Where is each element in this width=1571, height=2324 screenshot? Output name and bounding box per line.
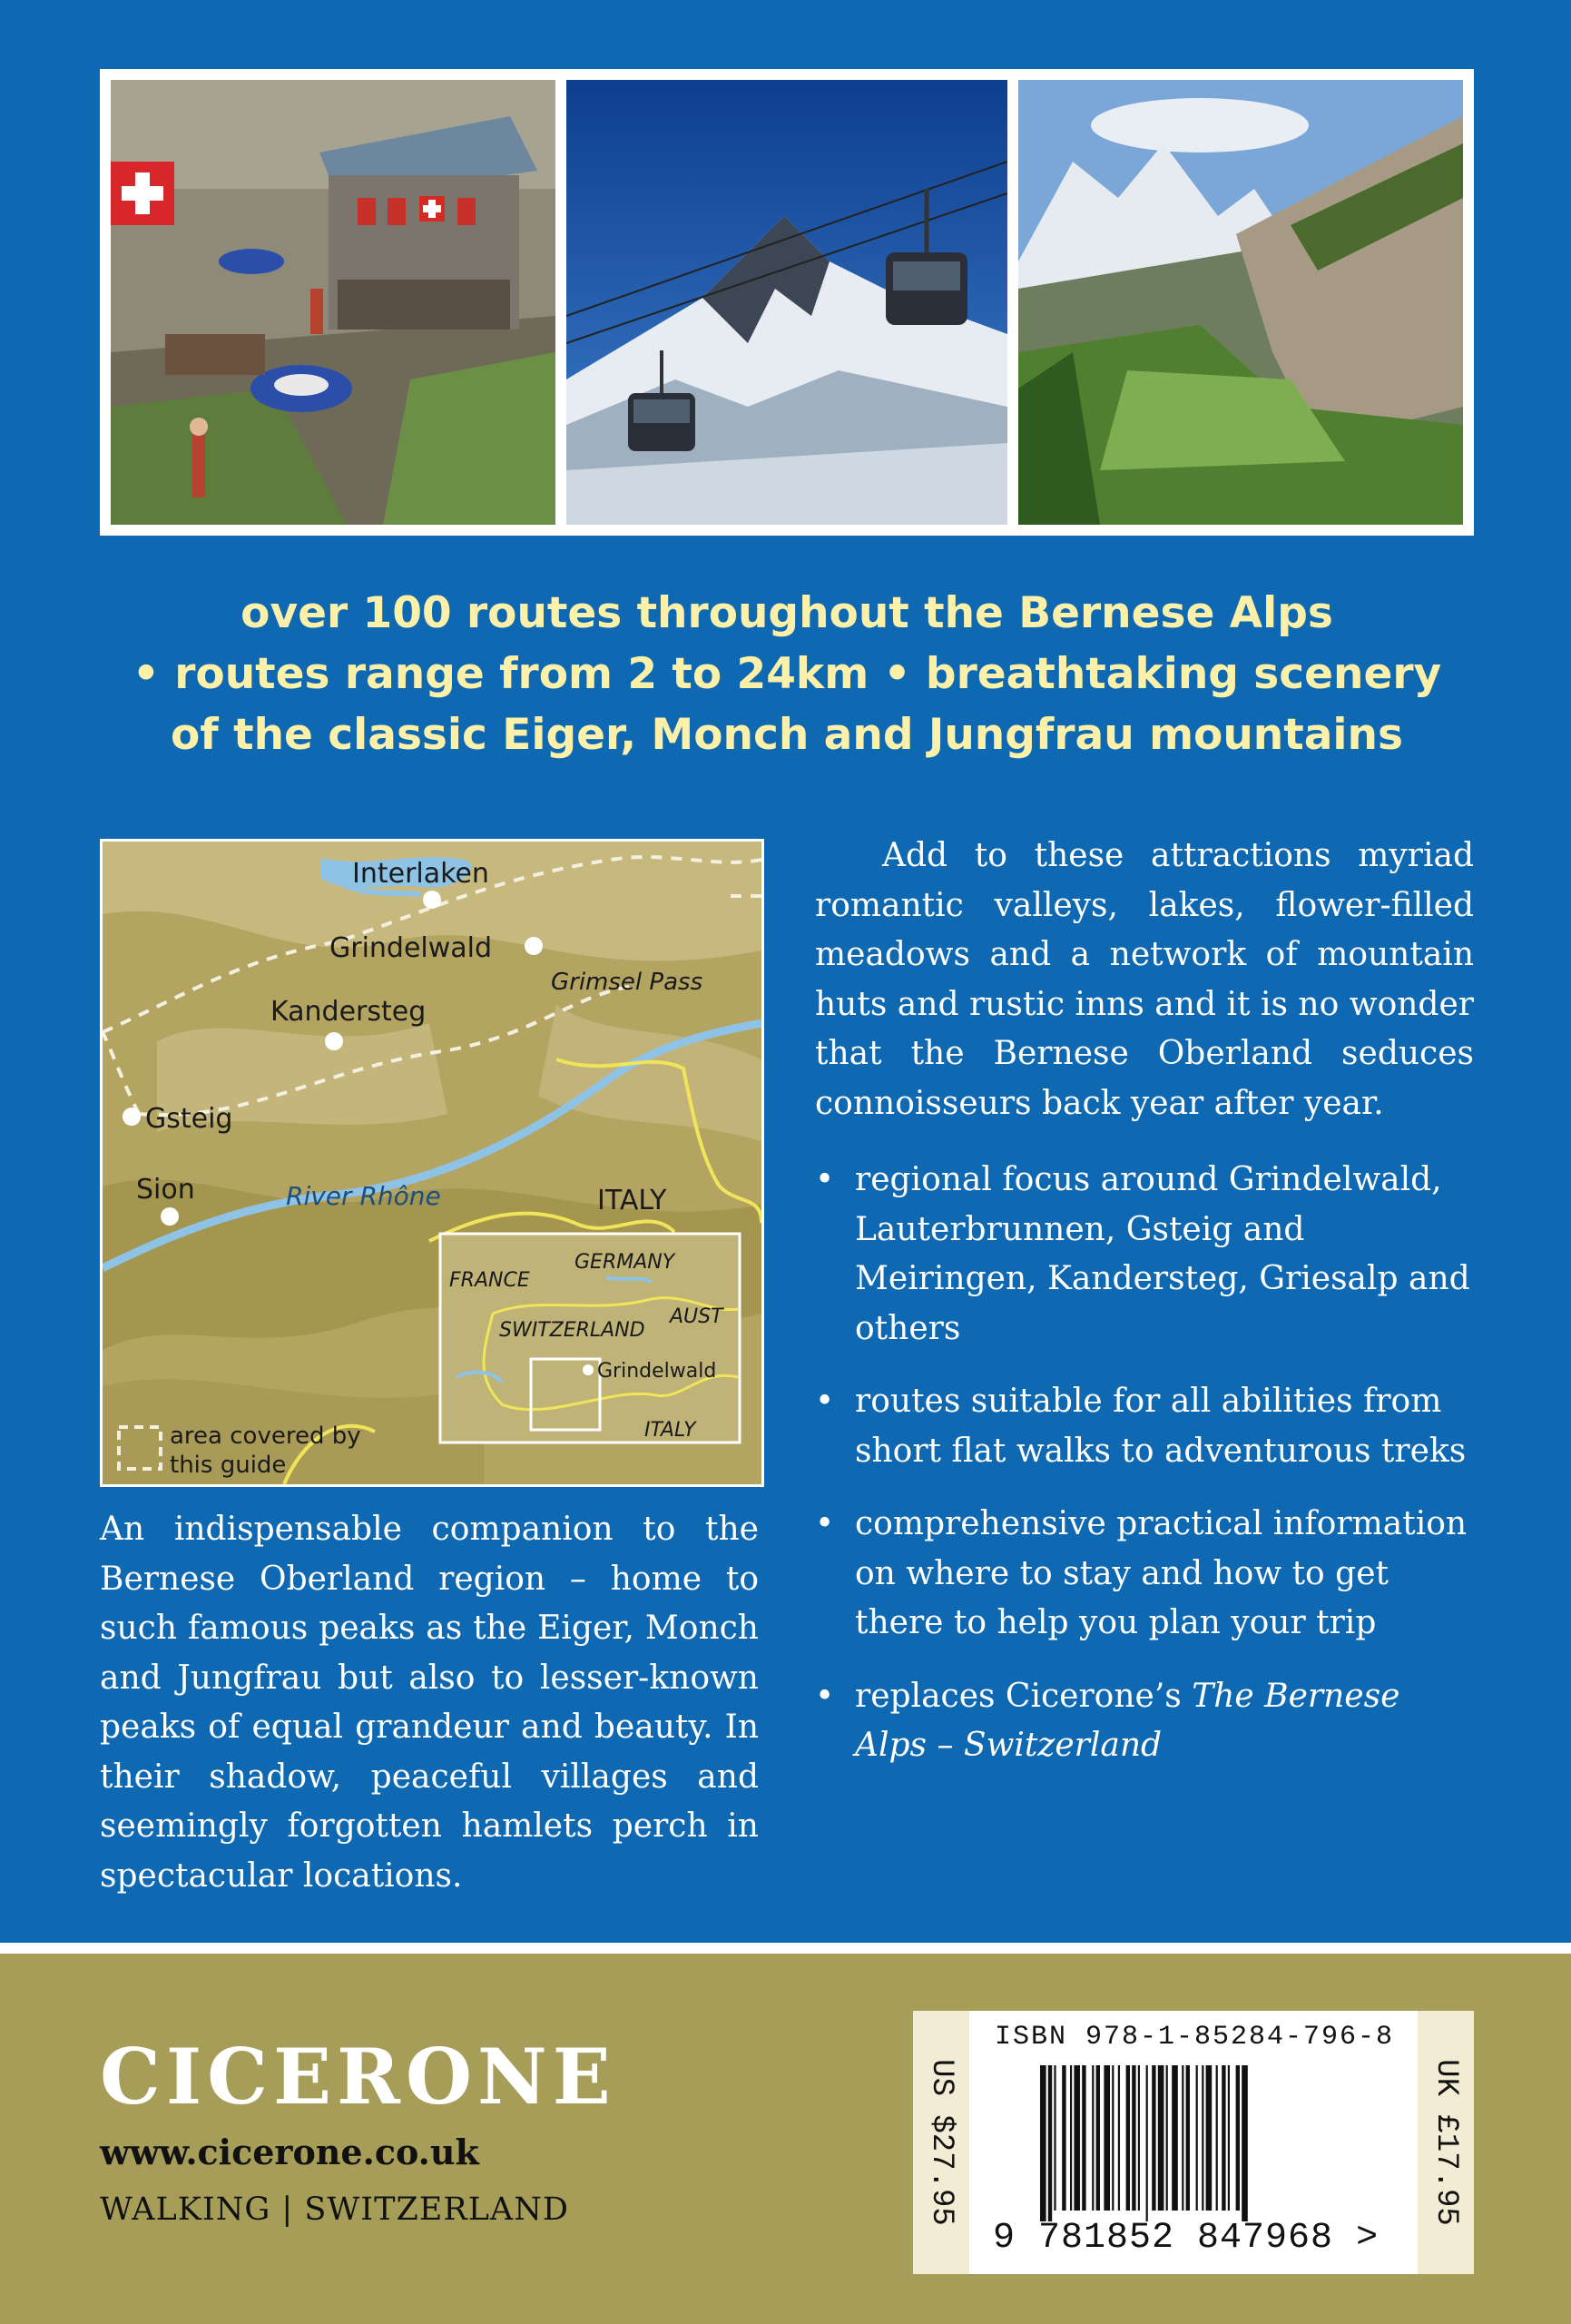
tagline [100, 583, 1474, 765]
barcode-bar [1222, 2065, 1225, 2211]
map-label-kandersteg: Kandersteg [270, 996, 427, 1028]
inset-label-switzerland: SWITZERLAND [499, 1319, 645, 1342]
feature-item: • regional focus around Grindelwald, Lauterbrunnen, Gsteig and Meiringen, Kandersteg, Griesalp and others [815, 1156, 1474, 1354]
price-us-strip [913, 2011, 969, 2274]
inset-label-germany: GERMANY [574, 1251, 675, 1274]
barcode-bar [1074, 2065, 1080, 2211]
barcode-bar [1242, 2065, 1248, 2221]
inset-label-aust: AUST [670, 1305, 723, 1328]
barcode-bar [1182, 2065, 1183, 2211]
book-category: WALKING | SWITZERLAND [100, 2191, 569, 2228]
barcode-bar [1166, 2065, 1168, 2211]
barcode-bar [1070, 2065, 1072, 2211]
map-label-grindelwald: Grindelwald [329, 932, 493, 964]
feature-item-replaces [815, 1672, 1474, 1771]
barcode-bar [1054, 2065, 1056, 2211]
replaces-prefix: replaces Cicerone’s [855, 1677, 1193, 1715]
barcode-number: 9 781852 847968 > [993, 2218, 1380, 2259]
barcode-bar [1092, 2065, 1094, 2211]
inset-label-italy: ITALY [644, 1419, 696, 1442]
price-us: US $27.95 [924, 2059, 958, 2226]
inset-label-france: FRANCE [449, 1269, 530, 1292]
barcode-bar [1048, 2065, 1052, 2221]
barcode-bar [1228, 2065, 1230, 2211]
barcode-bar [1146, 2065, 1148, 2221]
photo-cable-car [566, 80, 1007, 525]
barcode-box [913, 2011, 1474, 2274]
divider-line [0, 1943, 1571, 1954]
map-label-interlaken: Interlaken [352, 858, 489, 890]
photo-mountain-hut [111, 80, 555, 525]
photo-valley [1018, 80, 1463, 525]
barcode-bar [1062, 2065, 1065, 2211]
description-left: An indispensable companion to the Bernese Oberland region – home to such famous peaks as the Eiger, Monch and Jungfrau but also to lesser-known peaks of equal grandeur and beauty. In their shadow, peaceful villages and seemingly forgotten hamlets perch in spectacular locations. [100, 1511, 759, 1895]
barcode-bar [1236, 2065, 1240, 2211]
inset-label-grindelwald: Grindelwald [597, 1360, 717, 1383]
barcode-bar [1202, 2065, 1203, 2211]
tagline-line-3: of the classic Eiger, Monch and Jungfrau mountains [171, 710, 1403, 760]
barcode-bar [1206, 2065, 1213, 2211]
feature-item: • comprehensive practical information on where to stay and how to get there to help you plan your trip [815, 1500, 1474, 1649]
photo-strip [100, 69, 1474, 536]
barcode-bar [1172, 2065, 1178, 2211]
barcode-bar [1118, 2065, 1120, 2211]
publisher-logo: CICERONE [100, 2032, 616, 2122]
barcode-bar [1104, 2065, 1110, 2211]
intro-paragraph: Add to these attractions myriad romantic valleys, lakes, flower-filled meadows and a network of mountain huts and rustic inns and it is no wonder that the Bernese Oberland seduces connoisseurs back year after year. [815, 837, 1474, 1122]
region-map [100, 839, 764, 1487]
map-label-river-rhone: River Rhône [286, 1181, 441, 1211]
map-label-sion: Sion [136, 1174, 195, 1206]
barcode-bar [1096, 2065, 1100, 2211]
price-uk-strip [1418, 2011, 1474, 2274]
barcode-bar [1112, 2065, 1114, 2211]
feature-item: • routes suitable for all abilities from short flat walks to adventurous treks [815, 1377, 1474, 1476]
barcode-bar [1132, 2065, 1135, 2211]
legend-text-line-2: this guide [170, 1452, 287, 1479]
price-uk: UK £17.95 [1429, 2059, 1463, 2226]
map-inset [440, 1234, 740, 1443]
barcode-bar [1082, 2065, 1085, 2211]
barcode-bar [1186, 2065, 1190, 2211]
barcode-bar [1138, 2065, 1140, 2211]
isbn-text: ISBN 978-1-85284-796-8 [995, 2022, 1395, 2053]
barcode-bar [1040, 2065, 1046, 2221]
tagline-line-1: over 100 routes throughout the Bernese Alps [241, 588, 1333, 638]
barcode-bar [1216, 2065, 1218, 2211]
barcode-bar [1158, 2065, 1164, 2211]
barcode-bar [1196, 2065, 1198, 2211]
tagline-line-2: • routes range from 2 to 24km • breathtaking scenery [132, 649, 1442, 699]
map-label-italy: ITALY [597, 1185, 667, 1216]
description-right [815, 832, 1474, 1795]
barcode-bar [1152, 2065, 1155, 2211]
barcode-bar [1126, 2065, 1130, 2211]
replaced-title: The Bernese Alps – Switzerland [855, 1677, 1400, 1764]
publisher-url[interactable]: www.cicerone.co.uk [100, 2132, 479, 2172]
legend-text-line-1: area covered by [170, 1423, 361, 1450]
feature-list [815, 1156, 1474, 1771]
map-label-gsteig: Gsteig [145, 1103, 233, 1135]
map-label-grimsel-pass: Grimsel Pass [551, 969, 703, 996]
barcode-icon [1040, 2065, 1349, 2221]
